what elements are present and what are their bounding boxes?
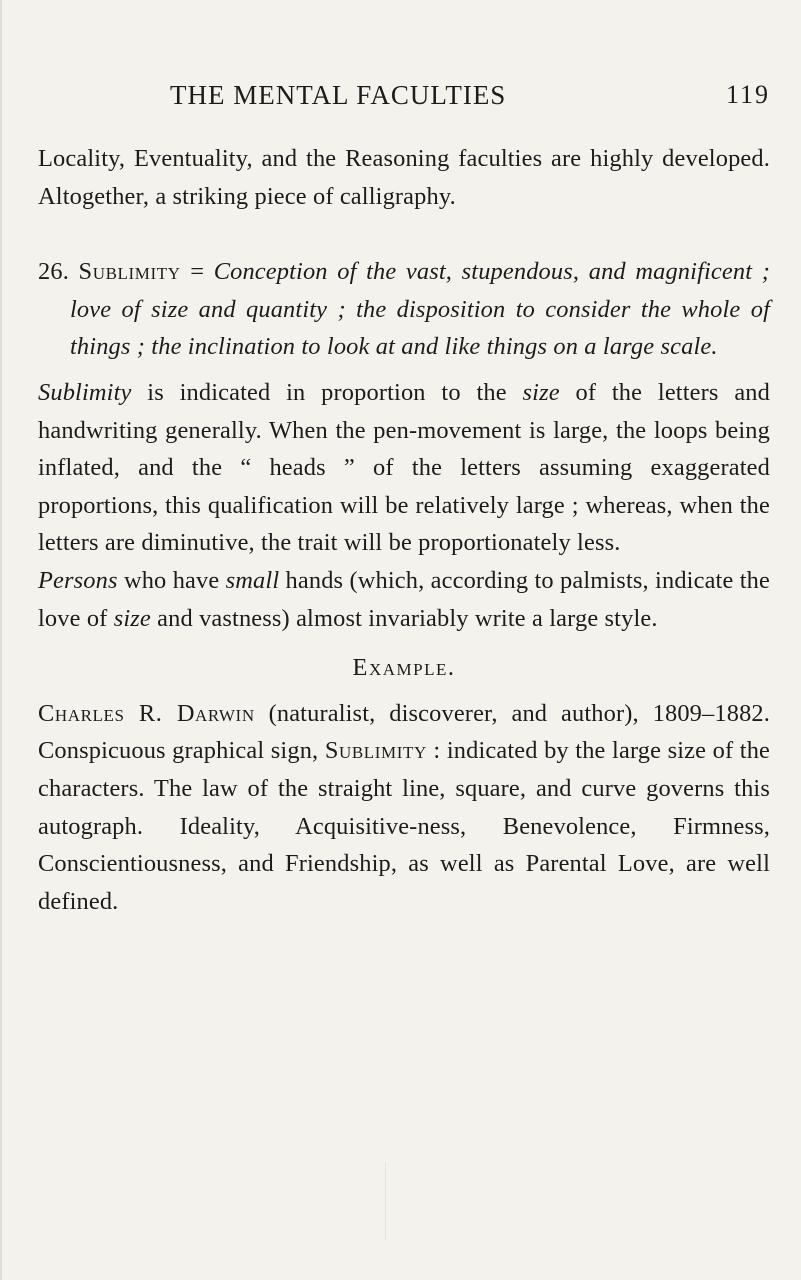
text-run: (naturalist, discoverer, and author), 1809–1882. Conspicuous graphical sign, <box>38 699 771 765</box>
paragraph-locality: Locality, Eventuality, and the Reasoning faculties are highly developed. Altogether, a striking piece of calligraphy. <box>38 145 770 210</box>
paragraph-sublimity-indication <box>38 374 770 562</box>
example-heading: Example. <box>352 654 456 682</box>
emphasis-word: size <box>522 378 560 406</box>
paper-mark <box>385 1162 386 1240</box>
text-run: who have <box>117 566 226 594</box>
book-page <box>38 76 770 920</box>
text-run: and vastness) almost invariably write a large style. <box>150 604 658 632</box>
text-run: : indicated by the large size of the characters. The law of the straight line, square, and curve governs this autograph. Ideality, Acquisitive-ness, Benevolence, Firmness, Conscientiousness, and Friendship, as well as Parental Love, are well defined. <box>38 737 771 915</box>
faculty-definition: Conception of the vast, stupendous, and magnificent ; love of size and quantity ; the disposition to consider the whole of things ; the inclination to look at and like things on a large scale. <box>70 258 770 361</box>
running-head <box>38 76 770 120</box>
lead-word: Sublimity <box>38 378 132 406</box>
paragraph-example <box>38 695 770 921</box>
paragraph-persons <box>38 562 770 637</box>
emphasis-word: small <box>225 566 280 594</box>
graphical-sign-term: Sublimity <box>324 737 427 765</box>
text-run: of the letters and handwriting generally. When the pen-movement is large, the loops being inflated, and the “ heads ” of the letters assuming exaggerated proportions, this qualification will be relatively large ; whereas, when the letters are diminutive, the trait will be proportionately less. <box>38 378 770 557</box>
page-edge-shadow <box>0 0 2 1280</box>
running-title: THE MENTAL FACULTIES <box>170 80 507 110</box>
section-number: 26. <box>38 258 69 286</box>
equals-sign: = <box>180 258 214 286</box>
faculty-term: Sublimity <box>78 258 181 286</box>
text-run: hands (which, according to palmists, indicate the love of <box>38 566 770 632</box>
example-subject-name: Charles R. Darwin <box>38 699 255 727</box>
lead-word: Persons <box>38 566 118 594</box>
page-number: 119 <box>725 80 770 109</box>
emphasis-word: size <box>113 604 151 632</box>
paragraph-sublimity-definition <box>38 253 770 366</box>
text-run: is indicated in proportion to the <box>131 378 523 406</box>
